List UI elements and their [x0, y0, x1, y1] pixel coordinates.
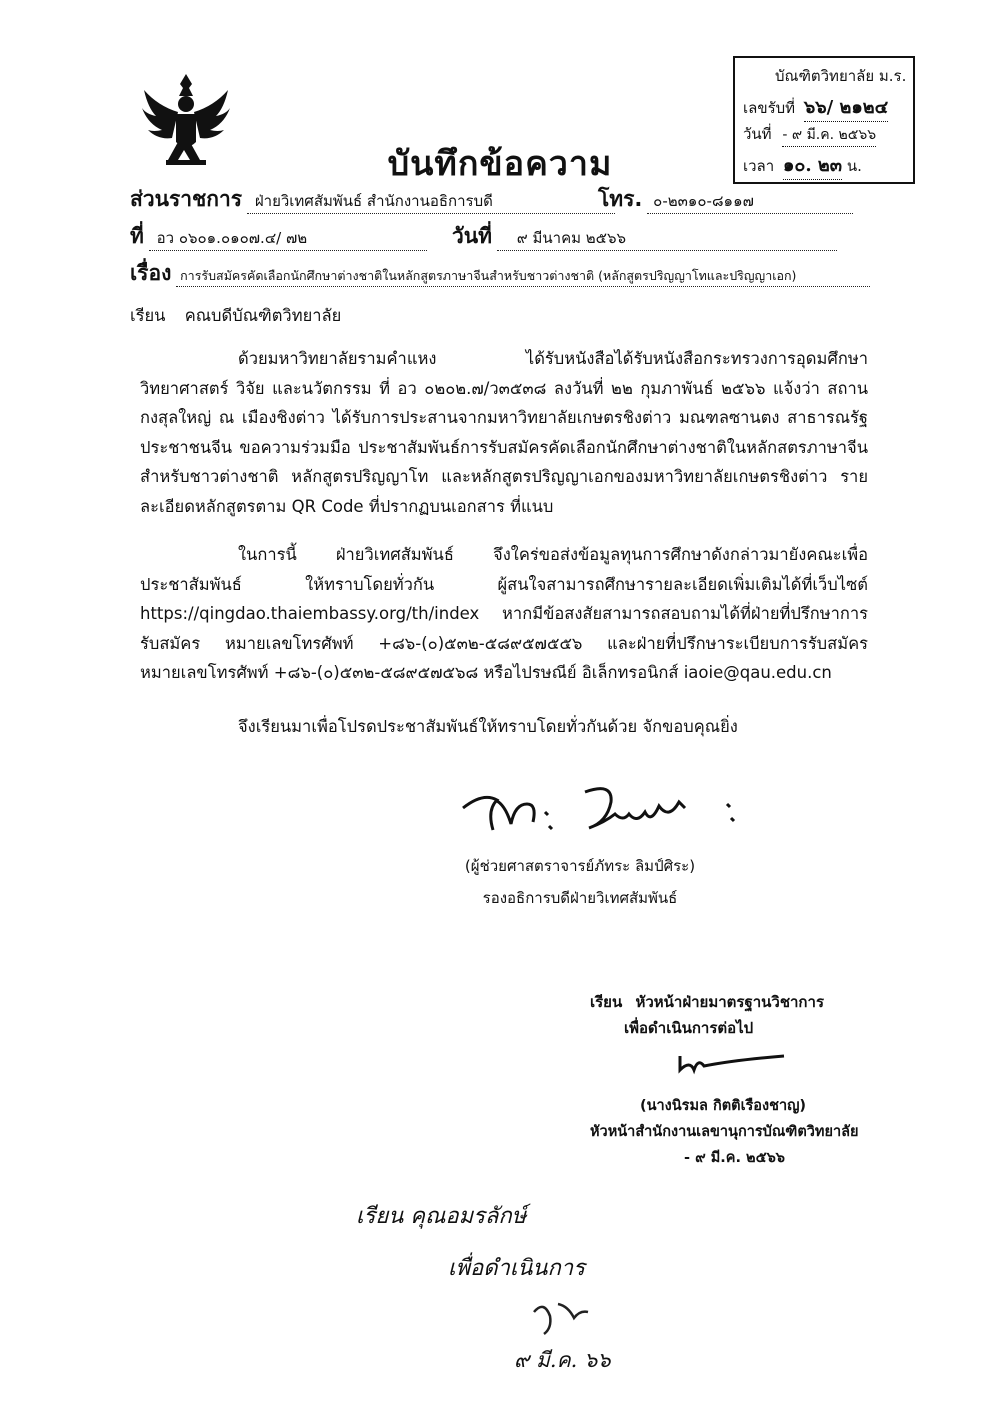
no-value: อว ๐๖๐๑.๐๑๐๗.๔/ ๗๒ — [149, 226, 427, 251]
body-paragraph-2 — [140, 540, 868, 688]
stamp-receive-label: เลขรับที่ — [743, 99, 796, 117]
tel-label: โทร. — [598, 187, 643, 211]
stamp-receive-value: ๖๖/ ๒๑๒๔ — [804, 92, 888, 122]
subject-line — [130, 257, 870, 290]
subject-label: เรื่อง — [130, 261, 172, 285]
tel-value: ๐-๒๓๑๐-๘๑๑๗ — [647, 189, 853, 214]
receipt-stamp — [733, 56, 915, 184]
body-paragraph-1 — [140, 344, 868, 522]
endorse-to-label: เรียน — [590, 993, 623, 1011]
date-value: ๙ มีนาคม ๒๕๖๖ — [497, 226, 837, 251]
date-label: วันที่ — [452, 224, 492, 248]
endorse-action: เพื่อดำเนินการต่อไป — [624, 1019, 754, 1037]
dept-value: ฝ่ายวิเทศสัมพันธ์ สำนักงานอธิการบดี — [247, 189, 615, 214]
handwritten-initial-icon — [528, 1298, 598, 1338]
signer-name: (ผู้ช่วยศาสตราจารย์ภัทระ ลิมป์ศิระ) — [464, 857, 696, 875]
body-p1: ด้วยมหาวิทยาลัยรามคำแหง ได้รับหนังสือได้รับหนังสือกระทรวงการอุดมศึกษา วิทยาศาสตร์ วิจัย และนวัตกรรม ที่ อว ๐๒๐๒.๗/ว๓๕๓๘ ลงวันที่ ๒๒ กุมภาพันธ์ ๒๕๖๖ แจ้งว่า สถานกงสุลใหญ่ ณ เมืองชิงต่าว ได้รับการประสานจากมหาวิทยาลัยเกษตรชิงต่าว มณฑลซานตง สาธารณรัฐประชาชนจีน ขอความร่วมมือ ประชาสัมพันธ์การรับสมัครคัดเลือกนักศึกษาต่างชาติในหลักสตรภาษาจีนสำหรับชาวต่างชาติ หลักสูตรปริญญาโท และหลักสูตรปริญญาเอกของมหาวิทยาลัยเกษตรชิงต่าว รายละเอียดหลักสูตรตาม QR Code ที่ปรากฏบนเอกสาร ที่แนบ — [140, 349, 869, 516]
handwritten-line-3: ๙ มี.ค. ๖๖ — [514, 1348, 611, 1372]
handwritten-line-2: เพื่อดำเนินการ — [448, 1256, 585, 1281]
tel-line — [598, 183, 853, 216]
stamp-receive-row — [743, 92, 888, 122]
to-value: คณบดีบัณฑิตวิทยาลัย — [184, 306, 342, 325]
to-label: เรียน — [130, 306, 166, 325]
stamp-time-value: ๑๐. ๒๓ — [783, 150, 842, 180]
stamp-time-row — [743, 150, 862, 180]
closing-text: จึงเรียนมาเพื่อโปรดประชาสัมพันธ์ให้ทราบโดยทั่วกันด้วย จักขอบคุณยิ่ง — [238, 717, 738, 736]
handwritten-line-1: เรียน คุณอมรลักษ์ — [356, 1204, 527, 1229]
stamp-time-suffix: น. — [846, 157, 862, 175]
stamp-date-value: - ๙ มี.ค. ๒๕๖๖ — [782, 124, 876, 147]
body-closing — [140, 712, 868, 742]
body-p2: ในการนี้ ฝ่ายวิเทศสัมพันธ์ จึงใคร่ขอส่งข้อมูลทุนการศึกษาดังกล่าวมายังคณะเพื่อประชาสัมพันธ์ ให้ทราบโดยทั่วกัน ผู้สนใจสามารถศึกษารายละเอียดเพิ่มเติมได้ที่เว็บไซต์ https://qingdao.thaiembassy.org/th/index หากมีข้อสงสัยสามารถสอบถามได้ที่ฝ่ายที่ปรึกษาการรับสมัคร หมายเลขโทรศัพท์ +๘๖-(๐)๕๓๒-๕๘๙๕๗๕๕๖ และฝ่ายที่ปรึกษาระเบียบการรับสมัคร หมายเลขโทรศัพท์ +๘๖-(๐)๕๓๒-๕๘๙๕๗๕๖๘ หรือไปรษณีย์ อิเล็กทรอนิกส์ iaoie@qau.edu.cn — [140, 545, 868, 683]
no-line — [130, 220, 427, 253]
to-line — [130, 303, 341, 329]
dept-line — [130, 183, 615, 216]
endorser-position: หัวหน้าสำนักงานเลขานุการบัณฑิตวิทยาลัย — [590, 1124, 859, 1140]
stamp-date-row — [743, 122, 876, 147]
date-line — [452, 220, 837, 253]
endorse-to-value: หัวหน้าฝ่ายมาตรฐานวิชาการ — [635, 993, 824, 1011]
endorse-to-line — [590, 990, 824, 1014]
endorse-date: - ๙ มี.ค. ๒๕๖๖ — [684, 1150, 785, 1166]
vice-president-signature-icon — [455, 778, 745, 848]
dept-label: ส่วนราชการ — [130, 187, 243, 211]
endorser-name: (นางนิรมล กิตติเรืองชาญ) — [640, 1098, 807, 1114]
stamp-office: บัณฑิตวิทยาลัย ม.ร. — [775, 67, 907, 85]
stamp-date-label: วันที่ — [743, 125, 772, 143]
no-label: ที่ — [130, 224, 144, 248]
signer-position: รองอธิการบดีฝ่ายวิเทศสัมพันธ์ — [482, 889, 678, 907]
page-title: บันทึกข้อความ — [387, 144, 613, 184]
endorser-signature-icon — [672, 1046, 792, 1078]
stamp-time-label: เวลา — [743, 157, 775, 175]
subject-value: การรับสมัครคัดเลือกนักศึกษาต่างชาติในหลักสูตรภาษาจีนสำหรับชาวต่างชาติ (หลักสูตรปริญญาโทและปริญญาเอก) — [176, 266, 870, 287]
